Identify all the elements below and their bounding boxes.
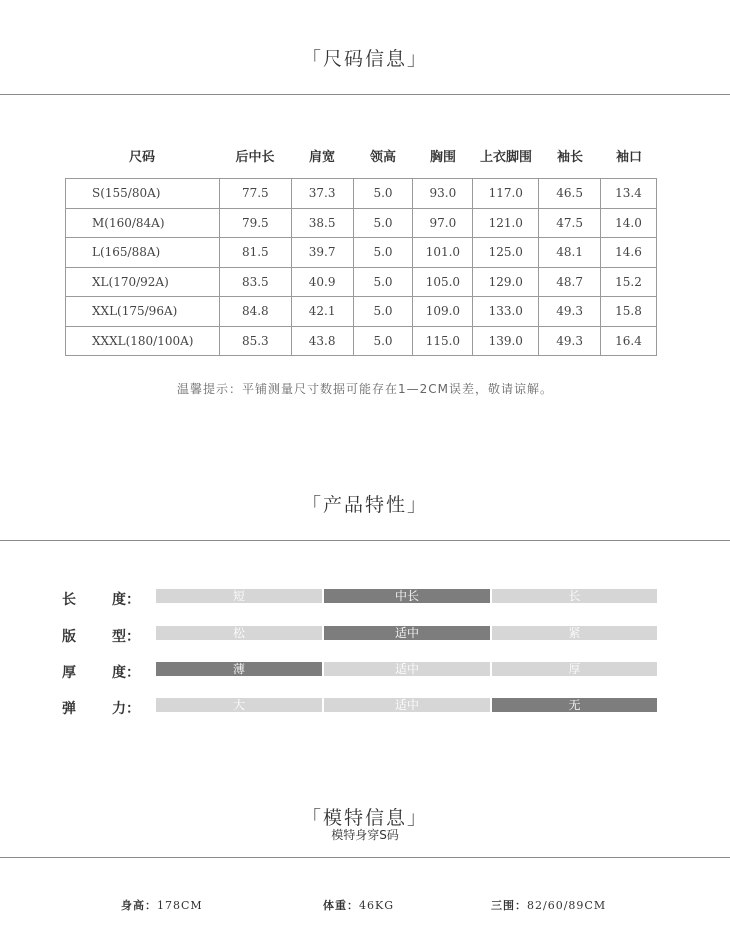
table-cell: 39.7 bbox=[291, 238, 353, 268]
length-option-long: 长 bbox=[492, 589, 657, 603]
size-cell: XXXL(180/100A) bbox=[66, 326, 220, 356]
col-header-size: 尺码 bbox=[128, 150, 155, 165]
table-row bbox=[66, 267, 657, 297]
table-cell: 13.4 bbox=[601, 179, 657, 209]
table-cell: 15.2 bbox=[601, 267, 657, 297]
table-cell: 16.4 bbox=[601, 326, 657, 356]
table-cell: 83.5 bbox=[219, 267, 291, 297]
col-header-sleeve: 袖长 bbox=[556, 150, 583, 165]
height-label: 身高： bbox=[121, 899, 157, 912]
table-cell: 117.0 bbox=[473, 179, 539, 209]
col-header-back-length: 后中长 bbox=[235, 150, 275, 165]
col-header-collar: 领高 bbox=[369, 150, 396, 165]
table-cell: 105.0 bbox=[413, 267, 473, 297]
table-cell: 47.5 bbox=[539, 208, 601, 238]
table-cell: 101.0 bbox=[413, 238, 473, 268]
attr-label-second: 型： bbox=[112, 629, 140, 645]
table-row bbox=[66, 297, 657, 327]
divider bbox=[0, 94, 730, 95]
size-cell: S(155/80A) bbox=[66, 179, 220, 209]
measurements-value: 82/60/89CM bbox=[527, 899, 607, 912]
thickness-option-thin: 薄 bbox=[156, 662, 322, 676]
table-cell: 129.0 bbox=[473, 267, 539, 297]
size-section-title: 「尺码信息」 bbox=[301, 48, 428, 70]
model-height bbox=[121, 897, 203, 913]
size-cell: M(160/84A) bbox=[66, 208, 220, 238]
attr-label-first: 弹 bbox=[62, 701, 76, 717]
attr-label-thickness bbox=[62, 662, 140, 682]
attr-label-length bbox=[62, 589, 140, 609]
model-weight bbox=[323, 897, 394, 913]
model-section-title: 「模特信息」 bbox=[301, 807, 428, 829]
attr-label-elasticity bbox=[62, 698, 140, 718]
table-cell: 5.0 bbox=[353, 267, 413, 297]
attr-label-second: 度： bbox=[112, 665, 140, 681]
attr-label-first: 厚 bbox=[62, 665, 76, 681]
table-row bbox=[66, 208, 657, 238]
table-cell: 109.0 bbox=[413, 297, 473, 327]
table-cell: 49.3 bbox=[539, 326, 601, 356]
table-cell: 77.5 bbox=[219, 179, 291, 209]
thickness-option-medium: 适中 bbox=[324, 662, 490, 676]
size-cell: XXL(175/96A) bbox=[66, 297, 220, 327]
table-cell: 15.8 bbox=[601, 297, 657, 327]
size-table bbox=[65, 178, 657, 356]
table-cell: 125.0 bbox=[473, 238, 539, 268]
size-cell: XL(170/92A) bbox=[66, 267, 220, 297]
table-cell: 5.0 bbox=[353, 297, 413, 327]
elasticity-option-high: 大 bbox=[156, 698, 322, 712]
size-cell: L(165/88A) bbox=[66, 238, 220, 268]
fit-option-tight: 紧 bbox=[492, 626, 657, 640]
length-option-short: 短 bbox=[156, 589, 322, 603]
table-cell: 79.5 bbox=[219, 208, 291, 238]
table-cell: 93.0 bbox=[413, 179, 473, 209]
model-measurements bbox=[491, 897, 606, 913]
attr-label-first: 长 bbox=[62, 592, 76, 608]
table-row bbox=[66, 238, 657, 268]
table-cell: 85.3 bbox=[219, 326, 291, 356]
table-cell: 42.1 bbox=[291, 297, 353, 327]
col-header-cuff: 袖口 bbox=[615, 150, 642, 165]
elasticity-option-medium: 适中 bbox=[324, 698, 490, 712]
col-header-shoulder: 肩宽 bbox=[308, 150, 335, 165]
weight-value: 46KG bbox=[359, 899, 395, 912]
divider bbox=[0, 857, 730, 858]
table-cell: 5.0 bbox=[353, 326, 413, 356]
height-value: 178CM bbox=[157, 899, 203, 912]
measurements-label: 三围： bbox=[491, 899, 527, 912]
table-cell: 37.3 bbox=[291, 179, 353, 209]
table-cell: 5.0 bbox=[353, 208, 413, 238]
attr-label-fit bbox=[62, 626, 140, 646]
table-cell: 38.5 bbox=[291, 208, 353, 238]
col-header-hem: 上衣脚围 bbox=[479, 150, 532, 165]
measurement-note: 温馨提示：平铺测量尺寸数据可能存在1—2CM误差，敬请谅解。 bbox=[176, 382, 553, 396]
table-cell: 81.5 bbox=[219, 238, 291, 268]
table-cell: 5.0 bbox=[353, 179, 413, 209]
table-cell: 97.0 bbox=[413, 208, 473, 238]
feature-section-title: 「产品特性」 bbox=[301, 494, 428, 516]
table-cell: 49.3 bbox=[539, 297, 601, 327]
table-cell: 84.8 bbox=[219, 297, 291, 327]
table-row bbox=[66, 179, 657, 209]
length-option-medium: 中长 bbox=[324, 589, 490, 603]
table-cell: 115.0 bbox=[413, 326, 473, 356]
fit-option-regular: 适中 bbox=[324, 626, 490, 640]
table-cell: 48.7 bbox=[539, 267, 601, 297]
table-cell: 40.9 bbox=[291, 267, 353, 297]
table-cell: 139.0 bbox=[473, 326, 539, 356]
table-cell: 5.0 bbox=[353, 238, 413, 268]
table-cell: 46.5 bbox=[539, 179, 601, 209]
col-header-chest: 胸围 bbox=[429, 150, 456, 165]
table-row bbox=[66, 326, 657, 356]
table-cell: 48.1 bbox=[539, 238, 601, 268]
attr-label-second: 力： bbox=[112, 701, 140, 717]
attr-label-second: 度： bbox=[112, 592, 140, 608]
table-cell: 43.8 bbox=[291, 326, 353, 356]
table-cell: 133.0 bbox=[473, 297, 539, 327]
table-cell: 14.6 bbox=[601, 238, 657, 268]
table-cell: 121.0 bbox=[473, 208, 539, 238]
weight-label: 体重： bbox=[323, 899, 359, 912]
fit-option-loose: 松 bbox=[156, 626, 322, 640]
model-size-note: 模特身穿S码 bbox=[331, 828, 399, 842]
table-cell: 14.0 bbox=[601, 208, 657, 238]
elasticity-option-none: 无 bbox=[492, 698, 657, 712]
attr-label-first: 版 bbox=[62, 629, 76, 645]
thickness-option-thick: 厚 bbox=[492, 662, 657, 676]
divider bbox=[0, 540, 730, 541]
